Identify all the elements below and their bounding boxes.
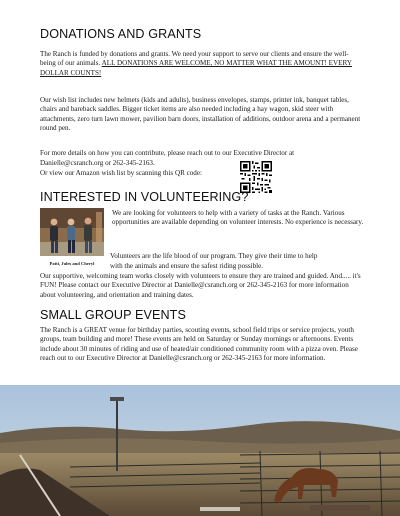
- donations-welcome-note: ALL DONATIONS ARE WELCOME, NO MATTER WHAT THE AMOUNT! EVERY DOLLAR COUNTS!: [40, 59, 352, 77]
- donations-intro: [40, 50, 362, 78]
- contact-line-2: Danielle@csranch.org or 262-345-2163.: [40, 159, 155, 167]
- volunteer-paragraph-2-line-1: Volunteers are the life blood of our program. They give their time to help: [110, 252, 318, 260]
- wish-list-paragraph: Our wish list includes new helmets (kids and adults), business envelopes, stamps, printer ink, banquet tables, chairs and bareback saddles. Bigger ticket items are also needed including a hay wagon, skid steer with attachments, zero turn lawn mower, pavilion barn doors, installation of additions, outdoor arena and a permanent round pen.: [40, 96, 361, 133]
- contact-line-1: For more details on how you can contribute, please reach out to our Executive Director at: [40, 149, 295, 157]
- ranch-photo: [0, 385, 400, 516]
- donations-heading: DONATIONS AND GRANTS: [40, 27, 202, 41]
- volunteer-heading: INTERESTED IN VOLUNTEERING?: [40, 190, 249, 204]
- volunteer-paragraph-2-line-2: with the animals and ensure the safest riding possible.: [110, 262, 264, 270]
- volunteers-photo-caption: Patti, Jules and Cheryl: [49, 261, 95, 266]
- volunteer-paragraph-1: We are looking for volunteers to help with a variety of tasks at the Ranch. Various opportunities are available depending on volunteer interests. No experience is necessary.: [112, 209, 364, 227]
- events-paragraph: The Ranch is a GREAT venue for birthday parties, scouting events, school field trips or service projects, youth groups, team building and more! These events are held on Saturday or Sunday mornings or afternoons. Events include about 30 minutes of riding and use of heated/air conditioned community room with a pizza oven. Please reach out to our Executive Director at Danielle@csranch.org or 262-345-2163 for more information.: [40, 326, 358, 363]
- volunteer-paragraph-3: Our supportive, welcoming team works closely with volunteers to ensure they are trained and guided. And..... it's FUN! Please contact our Executive Director at Danielle@csranch.org or 262-345-2163 for more information about volunteering, and orientation and training dates.: [40, 272, 361, 299]
- events-heading: SMALL GROUP EVENTS: [40, 308, 186, 322]
- amazon-qr-line: Or view our Amazon wish list by scanning this QR code:: [40, 169, 202, 177]
- amazon-wishlist-qr-code[interactable]: [240, 161, 272, 193]
- volunteers-photo: [40, 208, 104, 256]
- donations-intro-text: The Ranch is funded by donations and grants. We need your support to serve our clients and ensure the well-being of our animals.: [40, 50, 349, 68]
